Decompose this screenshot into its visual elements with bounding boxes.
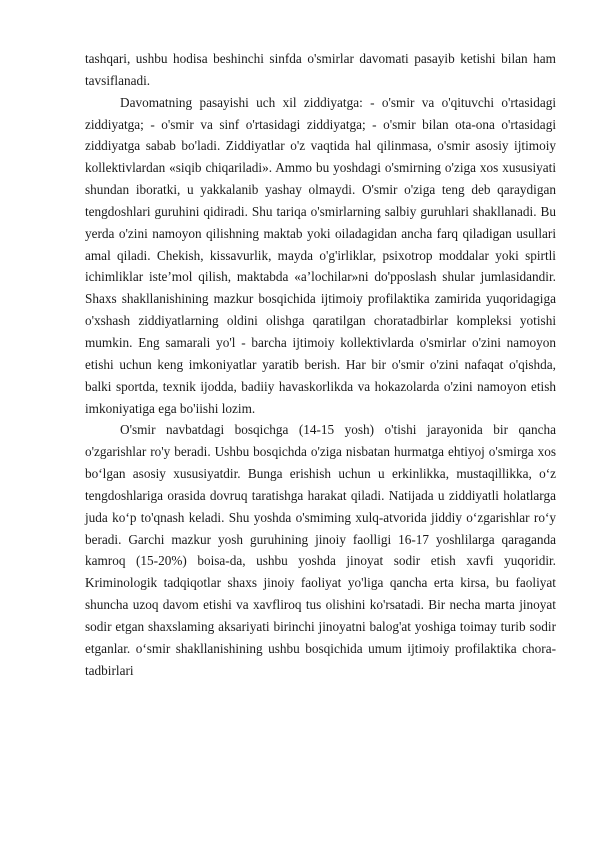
- paragraph-next-stage: O'smir navbatdagi bosqichga (14-15 yosh) o'tishi jarayonida bir qancha o'zgarishlar ro'y beradi. Ushbu bosqichda o'ziga nisbatan hurmatga ehtiyoj o'smirga xos bo‘lgan asosiy xususiyatdir. Bunga erishish uchun u erkinlikka, mustaqillikka, o‘z tengdoshlariga orasida dovruq taratishga harakat qiladi. Natijada u ziddiyatli holatlarga juda ko‘p to'qnash keladi. Shu yoshda o'smiming xulq-atvorida jiddiy o‘zgarishlar ro‘y beradi. Garchi mazkur yosh guruhining jinoiy faolligi 16-17 yoshlilarga qaraganda kamroq (15-20%) boisa-da, ushbu yoshda jinoyat sodir etish xavfi yuqoridir. Kriminologik tadqiqotlar shaxs jinoiy faoliyat yo'liga qancha erta kirsa, bu faoliyat shuncha uzoq davom etishi va xavfliroq tus olishini ko'rsatadi. Bir necha marta jinoyat sodir etgan shaxslaming aksariyati birinchi jinoyatni balog'at yoshiga toimay turib sodir etganlar. o‘smir shakllanishining ushbu bosqichida umum ijtimoiy profilaktika chora-tadbirlari: [85, 422, 556, 678]
- paragraph-attendance-conflicts: Davomatning pasayishi uch xil ziddiyatga: - o'smir va o'qituvchi o'rtasidagi ziddiyatga; - o'smir va sinf o'rtasidagi ziddiyatga; - o'smir bilan ota-ona o'rtasidagi ziddiyatga sabab bo'ladi. Ziddiyatlar o'z vaqtida hal qilinmasa, o'smir asosiy ijtimoiy kollektivlardan «siqib chiqariladi». Ammo bu yoshdagi o'smirning o'ziga xos xususiyati shundan iboratki, u yakkalanib yashay olmaydi. O'smir o'ziga teng deb qaraydigan tengdoshlari guruhini qidiradi. Shu tariqa o'smirlarning salbiy guruhlari shakllanadi. Bu yerda o'zini namoyon qilishning maktab yoki oiladagidan ancha farq qiladigan usullari amal qiladi. Chekish, kissavurlik, mayda o'g'irliklar, psixotrop moddalar yoki spirtli ichimliklar iste’mol qilish, maktabda «a’lochilar»ni do'pposlash shular jumlasidandir. Shaxs shakllanishining mazkur bosqichida ijtimoiy profilaktika zamirida yuqoridagiga o'xshash ziddiyatlarning oldini olishga qaratilgan choratadbirlar kompleksi yotishi mumkin. Eng samarali yo'l - barcha ijtimoiy kollektivlarda o'smirlar o'zini namoyon etishi uchun keng imkoniyatlar yaratib berish. Har bir o'smir o'zini nafaqat o'qishda, balki sportda, texnik ijodda, badiiy havaskorlikda va hokazolarda o'zini namoyon etish imkoniyatiga ega bo'iishi lozim.: [85, 94, 556, 416]
- paragraph-continuation: tashqari, ushbu hodisa beshinchi sinfda o'smirlar davomati pasayib ketishi bilan ham tavsiflanadi.: [85, 51, 556, 88]
- document-page: [85, 48, 556, 681]
